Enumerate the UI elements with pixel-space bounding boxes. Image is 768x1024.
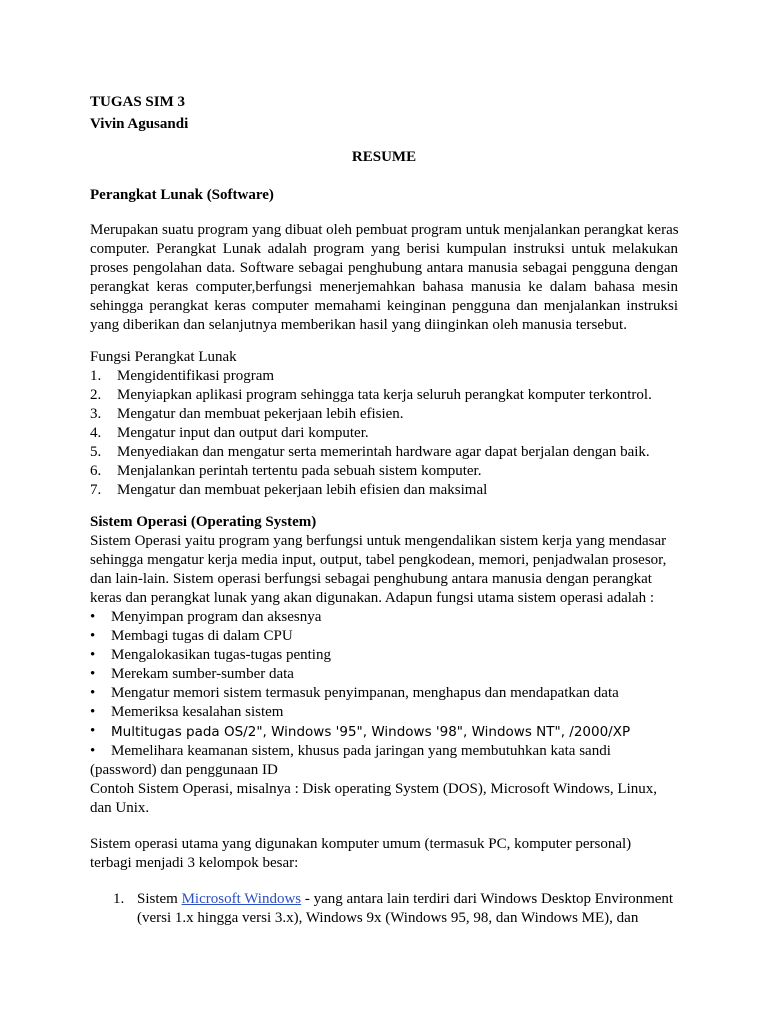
list-number: 1. — [90, 368, 102, 384]
bullet-text: Mengalokasikan tugas-tugas penting — [111, 647, 331, 663]
list-text: Mengatur dan membuat pekerjaan lebih efisien dan maksimal — [117, 482, 488, 498]
paragraph-line: sehingga perangkat keras computer memahami keinginan pengguna dan menjalankan instruksi — [90, 298, 678, 314]
paragraph-line: keras dan perangkat lunak yang akan digunakan. Adapun fungsi utama sistem operasi adalah : — [90, 590, 654, 606]
bullet-icon: • — [90, 609, 96, 625]
list-text-line2: (versi 1.x hingga versi 3.x), Windows 9x (Windows 95, 98, dan Windows ME), dan — [137, 910, 639, 926]
groups-intro-line: terbagi menjadi 3 kelompok besar: — [90, 855, 299, 871]
bullet-icon: • — [90, 743, 96, 759]
list-text: Mengidentifikasi program — [117, 368, 275, 384]
list-number: 3. — [90, 406, 102, 422]
list-number: 6. — [90, 463, 102, 479]
list-number: 5. — [90, 444, 102, 460]
bullet-text: Mengatur memori sistem termasuk penyimpanan, menghapus dan mendapatkan data — [111, 685, 619, 701]
list-text-prefix: Sistem — [137, 891, 182, 907]
list-text: Menjalankan perintah tertentu pada sebuah sistem komputer. — [117, 463, 482, 479]
paragraph-line: computer. Perangkat Lunak adalah program yang berisi kumpulan instruksi untuk melakukan — [90, 241, 678, 257]
bullet-text: Merekam sumber-sumber data — [111, 666, 294, 682]
list-number: 2. — [90, 387, 102, 403]
paragraph-line: perangkat keras computer,berfungsi menerjemahkan bahasa manusia ke dalam bahasa mesin — [90, 279, 678, 295]
paragraph-line: yang diberikan dan selanjutnya memberikan hasil yang diinginkan oleh manusia tersebut. — [90, 317, 627, 333]
software-heading: Perangkat Lunak (Software) — [90, 187, 274, 203]
bullet-text: Memeriksa kesalahan sistem — [111, 704, 284, 720]
doc-title: TUGAS SIM 3 — [90, 94, 186, 110]
list-text-suffix: - yang antara lain terdiri dari Windows Desktop Environment — [301, 891, 674, 907]
groups-intro-line: Sistem operasi utama yang digunakan komputer umum (termasuk PC, komputer personal) — [90, 836, 632, 852]
list-text: Mengatur input dan output dari komputer. — [117, 425, 369, 441]
bullet-continuation: (password) dan penggunaan ID — [90, 762, 278, 778]
bullet-icon: • — [90, 647, 96, 663]
bullet-icon: • — [90, 666, 96, 682]
list-number: 4. — [90, 425, 102, 441]
paragraph-line: dan lain-lain. Sistem operasi berfungsi sebagai penghubung antara manusia dengan perangkat — [90, 571, 652, 587]
list-text: Menyiapkan aplikasi program sehingga tata kerja seluruh perangkat komputer terkontrol. — [117, 387, 652, 403]
author-name: Vivin Agusandi — [90, 116, 189, 132]
paragraph-line: proses pengolahan data. Software sebagai penghubung antara manusia sebagai pengguna dengan — [90, 260, 678, 276]
bullet-text: Multitugas pada OS/2", Windows '95", Windows '98", Windows NT", /2000/XP — [111, 724, 631, 740]
os-heading: Sistem Operasi (Operating System) — [90, 514, 317, 530]
paragraph-line: Sistem Operasi yaitu program yang berfungsi untuk mengendalikan sistem kerja yang mendasar — [90, 533, 667, 549]
paragraph-line: sehingga mengatur kerja media input, output, tabel pengkodean, memori, penjadwalan prosesor, — [90, 552, 667, 568]
resume-heading: RESUME — [351, 149, 417, 165]
list-text — [137, 890, 673, 909]
os-examples-line: dan Unix. — [90, 800, 150, 816]
bullet-icon: • — [90, 628, 96, 644]
list-text: Menyediakan dan mengatur serta memerintah hardware agar dapat berjalan dengan baik. — [117, 444, 650, 460]
list-text: Mengatur dan membuat pekerjaan lebih efisien. — [117, 406, 404, 422]
bullet-icon: • — [90, 685, 96, 701]
bullet-icon: • — [90, 704, 96, 720]
list-number: 1. — [113, 891, 125, 907]
list-number: 7. — [90, 482, 102, 498]
bullet-icon: • — [90, 723, 96, 739]
bullet-text: Membagi tugas di dalam CPU — [111, 628, 293, 644]
os-examples-line: Contoh Sistem Operasi, misalnya : Disk operating System (DOS), Microsoft Windows, Linux, — [90, 781, 657, 797]
microsoft-windows-link[interactable]: Microsoft Windows — [181, 891, 302, 907]
bullet-text: Memelihara keamanan sistem, khusus pada jaringan yang membutuhkan kata sandi — [111, 743, 611, 759]
functions-title: Fungsi Perangkat Lunak — [90, 349, 237, 365]
paragraph-line: Merupakan suatu program yang dibuat oleh pembuat program untuk menjalankan perangkat keras — [90, 222, 679, 238]
bullet-text: Menyimpan program dan aksesnya — [111, 609, 322, 625]
